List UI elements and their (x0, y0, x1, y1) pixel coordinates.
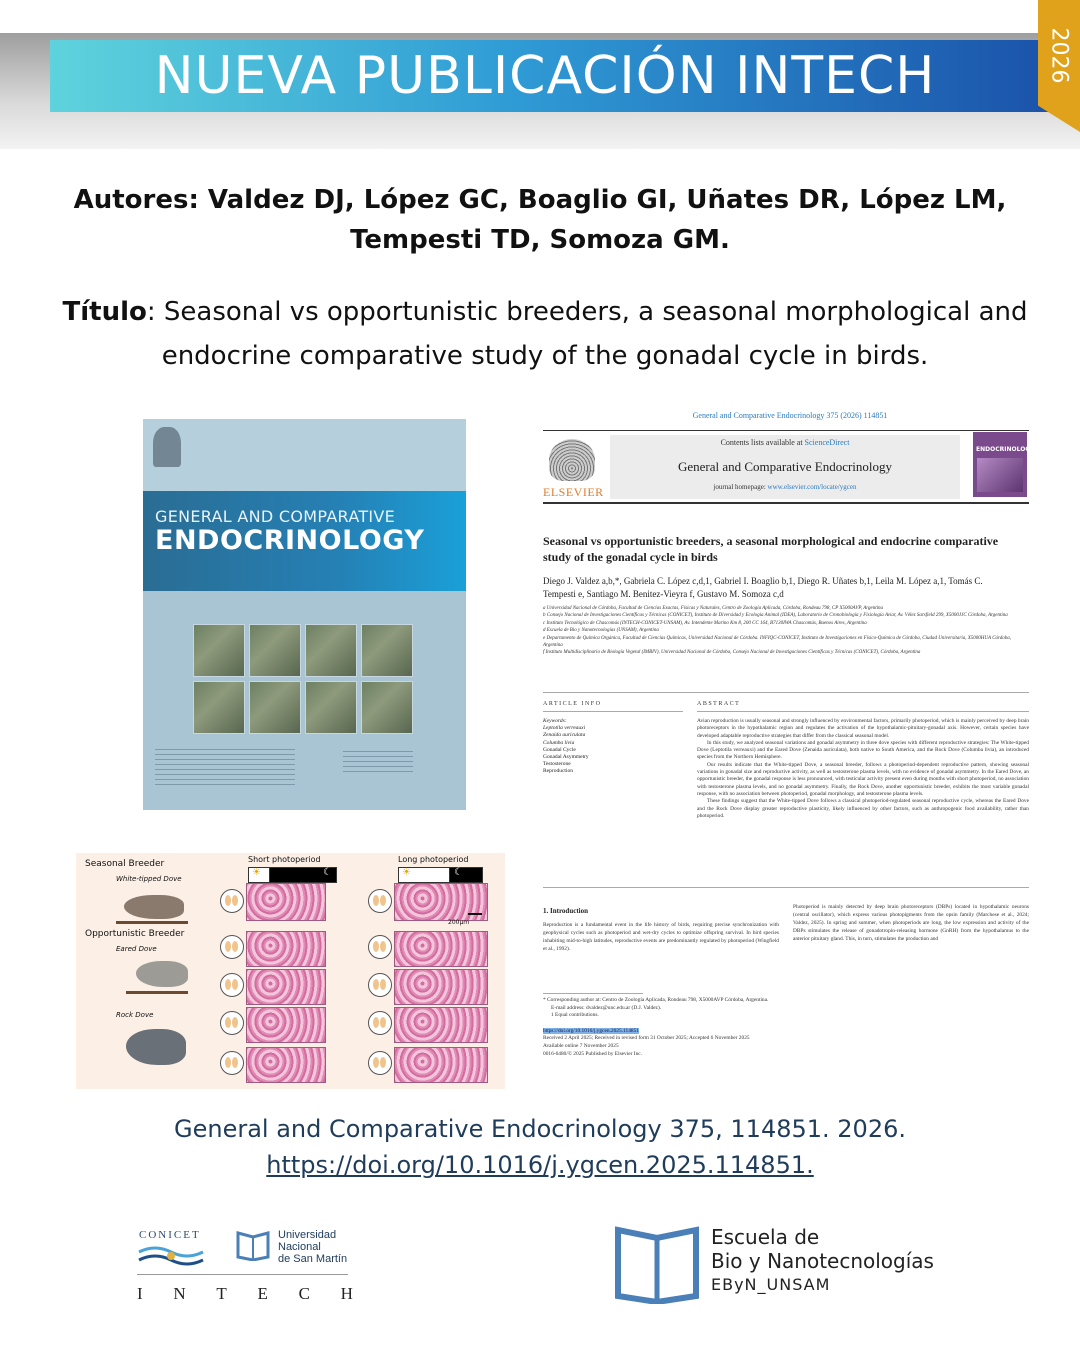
article-citation-top: General and Comparative Endocrinology 375 (2026) 114851 (692, 411, 888, 420)
ebyn-line3: EByN_UNSAM (711, 1275, 831, 1294)
cover-top (143, 419, 466, 491)
short-photoperiod-label: Short photoperiod (248, 855, 321, 864)
available-online: Available online 7 November 2025 (543, 1042, 619, 1049)
paper-title (40, 290, 1050, 378)
abstract-paragraph: Avian reproduction is usually seasonal and strongly influenced by environmental factors, primarily photoperiod, which is mainly perceived by deep brain photoreceptors in the hypothalamic region and regulates the activation of the hypothalamic-pituitary-gonadal axis. However, certain species have developed adaptable reproductive strategies that differ from the classical seasonal model. (697, 718, 1029, 739)
logo-divider (137, 1274, 348, 1275)
homepage-link[interactable]: www.elsevier.com/locate/ygcen (767, 483, 857, 491)
intech-letter: H (340, 1284, 353, 1303)
conicet-label: CONICET (139, 1229, 201, 1241)
dove-icon (136, 961, 188, 987)
rock-dove-label: Rock Dove (116, 1011, 154, 1019)
intro-left-column: Reproduction is a fundamental event in the life history of birds, requiring precise synchronization with geophysical cycles such as photoperiod and wet-dry cycles to optimize offspring survival. In bird species inhabiting mid-to-high latitudes, reproductive events are predominantly regulated by photoperiod (Wingfield et al., 1992). (543, 922, 779, 952)
affiliation: e Departamento de Química Orgánica, Facultad de Ciencias Químicas, Universidad Nacional de Córdoba. INFIQC-CONICET, Instituto de Investigaciones en Físico-Química de Córdoba, Ciudad Universitaria, X5000HUA Córdoba, Argentina (543, 635, 1012, 649)
graphical-abstract (76, 853, 505, 1089)
cover-photo (193, 681, 245, 734)
divider (543, 711, 683, 712)
affiliations (543, 605, 1013, 657)
cover-photo (305, 681, 357, 734)
ebyn-logo-icon (614, 1224, 700, 1304)
gonad-icon (220, 1011, 244, 1035)
intech-wordmark (137, 1284, 353, 1304)
histology-image (394, 1047, 488, 1083)
histology-image (394, 883, 488, 921)
doi-link[interactable]: https://doi.org/10.1016/j.ygcen.2025.114851. (266, 1151, 814, 1179)
sun-icon: ☀ (252, 867, 261, 878)
mini-journal-cover (973, 432, 1035, 497)
white-tipped-dove-label: White-tipped Dove (116, 875, 182, 883)
article-info-heading: ARTICLE INFO (543, 701, 602, 707)
moon-icon: ☾ (323, 867, 332, 878)
affiliation: f Instituto Multidisciplinario de Biología Vegetal (IMBIV), Universidad Nacional de Córdoba, Consejo Nacional de Investigaciones Científicas y Técnicas (CONICET), Córdoba, Argentina (543, 650, 921, 656)
journal-name: General and Comparative Endocrinology (677, 459, 893, 474)
divider (543, 993, 643, 994)
keyword: Zenaida auriculata (543, 732, 586, 739)
dove-icon (126, 1029, 186, 1065)
article-title: Seasonal vs opportunistic breeders, a seasonal morphological and endocrine comparative study of the gonadal cycle in birds (543, 534, 999, 564)
banner-title: NUEVA PUBLICACIÓN INTECH (154, 46, 936, 106)
cover-photo (249, 624, 301, 677)
divider (543, 502, 1029, 504)
abstract-body (697, 718, 1029, 820)
cover-photo (249, 681, 301, 734)
affiliation: b Consejo Nacional de Investigaciones Científicas y Técnicas (CONICET), Instituto de Diversidad y Ecología Animal (IDEA), Laboratorio de Cronobiología y Fisiología Aviar, Av. Vélez Sarsfield 299, X5000JJC Córdoba, Argentina (543, 613, 1008, 619)
elsevier-tree-icon (549, 439, 595, 481)
intech-letter: I (137, 1284, 143, 1303)
cover-photo-grid (193, 624, 413, 734)
gonad-icon (368, 1011, 392, 1035)
footnote: 1 Equal contributions. (551, 1012, 599, 1019)
keywords (543, 718, 673, 776)
abstract-heading: ABSTRACT (697, 701, 741, 707)
branch (116, 921, 188, 924)
sun-icon: ☀ (402, 867, 411, 878)
ebyn-line2: Bio y Nanotecnologías (711, 1249, 934, 1273)
elsevier-tree-icon (153, 427, 181, 467)
cover-photo (193, 624, 245, 677)
keyword: Leptotila verreauxi (543, 725, 586, 732)
citation-line: General and Comparative Endocrinology 375, 114851. 2026. (174, 1115, 906, 1143)
cover-title-line2: ENDOCRINOLOGY (155, 525, 425, 556)
footnotes (543, 997, 1013, 1058)
intech-letter: C (298, 1284, 310, 1303)
copyright: 0016-6480/© 2025 Published by Elsevier Inc. (543, 1050, 643, 1057)
sciencedirect-link[interactable]: ScienceDirect (804, 438, 850, 447)
article-first-page (530, 405, 1050, 1085)
scale-label: 200µm (448, 919, 470, 926)
divider (543, 887, 1029, 888)
seasonal-breeder-label: Seasonal Breeder (85, 859, 165, 869)
title-banner (50, 40, 1080, 112)
intech-letter: E (257, 1284, 268, 1303)
histology-image (246, 969, 326, 1005)
gonad-icon (220, 1051, 244, 1075)
affiliation: a Universidad Nacional de Córdoba, Facultad de Ciencias Exactas, Físicas y Naturales, Centro de Zoología Aplicada, Córdoba, Rondeau 798, CP X5000AVP, Argentina (543, 606, 884, 611)
dove-icon (124, 895, 184, 919)
scale-bar (468, 913, 482, 915)
title-label: Título (62, 297, 147, 327)
intro-right-column: Photoperiod is mainly detected by deep brain photoreceptors (DBPs) located in hypothalamic neurons (central oscillator), which express various photopigments from the opsin family (Marchese et al., 2024; Valdez, 2025). In spring and summer, when photoperiods are long, the low expression and activity of the DBPs stimulates the release of gonadotropin-releasing hormone (GnRH) from the hypothalamus to the anterior pituitary gland. This, in turn, stimulates the production and (793, 904, 1029, 942)
intro-heading: 1. Introduction (543, 907, 588, 915)
unsam-line: de San Martín (278, 1253, 348, 1265)
journal-cover (143, 419, 466, 810)
cover-photo (361, 624, 413, 677)
histology-image (246, 931, 326, 967)
eared-dove-label: Eared Dove (116, 945, 157, 953)
cover-editors-print (343, 751, 413, 775)
gonad-icon (220, 935, 244, 959)
elsevier-wordmark: ELSEVIER (543, 485, 604, 499)
keyword: Gonadal Cycle (543, 746, 576, 753)
intech-letter: T (216, 1284, 227, 1303)
journal-header-box (610, 435, 960, 499)
title-text: : Seasonal vs opportunistic breeders, a seasonal morphological and endocrine comparative study of the gonadal cycle in birds. (146, 297, 1028, 371)
received-dates: Received 2 April 2025; Received in revised form 31 October 2025; Accepted 6 November 2025 (543, 1035, 750, 1042)
abstract-paragraph: Our results indicate that the White-tipped Dove, a seasonal breeder, follows a photoperiod-dependent reproductive pattern, showing seasonal variations in gonadal size and reproductive activity, as well as testosterone plasma levels, with no evidence of gonadal asymmetry. In the Eared Dove, an opportunistic breeder, the gonadal response is less pronounced, with testicular activity present even during months with short photoperiod, no association with testosterone plasma levels, and no gonadal asymmetry. Finally, the Rock Dove, another opportunistic breeder, exhibits the most variable gonadal response, with no association between photoperiod, gonadal morphology, and testosterone plasma levels. (697, 761, 1029, 797)
histology-image (246, 1047, 326, 1083)
histology-image (246, 883, 326, 921)
homepage-line (610, 483, 960, 491)
histology-image (246, 1007, 326, 1043)
cover-photo (361, 681, 413, 734)
moon-icon: ☾ (454, 867, 463, 878)
authors-line: Autores: Valdez DJ, López GC, Boaglio GI, Uñates DR, López LM, Tempesti TD, Somoza GM. (73, 185, 1007, 255)
homepage-prefix: journal homepage: (713, 483, 768, 491)
cover-title-line1: GENERAL AND COMPARATIVE (155, 507, 396, 526)
cover-fine-print (155, 749, 295, 789)
gonad-icon (220, 889, 244, 913)
unsam-logo-icon (236, 1229, 270, 1261)
divider (543, 692, 1029, 693)
long-photoperiod-label: Long photoperiod (398, 855, 469, 864)
citation-block (40, 1111, 1040, 1183)
unsam-line: Nacional (278, 1241, 321, 1253)
keyword: Gonadal Asymmetry (543, 754, 589, 761)
keyword: Testosterone (543, 761, 571, 768)
divider (543, 430, 1029, 431)
gonad-icon (368, 889, 392, 913)
mini-cover-title: ENDOCRINOLOGY (976, 446, 1035, 453)
mini-cover-image (977, 458, 1023, 492)
gonad-icon (368, 935, 392, 959)
branch (126, 991, 188, 994)
article-doi-link[interactable]: https://doi.org/10.1016/j.ygcen.2025.114851 (543, 1027, 639, 1034)
histology-image (394, 931, 488, 967)
affiliation: d Escuela de Bio y Nanotecnologías (UNSAM), Argentina (543, 628, 659, 634)
year-label-wrap (1040, 10, 1078, 100)
abstract-paragraph: These findings suggest that the White-tipped Dove follows a classical photoperiod-regulated seasonal reproductive cycle, whereas the Eared Dove and the Rock Dove display greater reproductive plasticity, likely influenced by other factors, such as anthropogenic food availability, rather than photoperiod. (697, 798, 1029, 819)
contents-prefix: Contents lists available at (720, 438, 805, 447)
histology-image (394, 1007, 488, 1043)
keyword: Columba livia (543, 739, 575, 746)
histology-image (394, 969, 488, 1005)
opportunistic-breeder-label: Opportunistic Breeder (85, 929, 185, 939)
gonad-icon (220, 973, 244, 997)
year-label: 2026 (1046, 27, 1072, 83)
footnote: E-mail address: dvaldez@unc.edu.ar (D.J. Valdez). (551, 1004, 662, 1011)
gonad-icon (368, 973, 392, 997)
elsevier-logo (543, 439, 604, 499)
conicet-logo-icon (137, 1244, 207, 1266)
affiliation: c Instituto Tecnológico de Chascomús (INTECH-CONICET-UNSAM), Av. Intendente Marino Km 8, 200 CC 164, B7130IWA Chascomús, Buenos Aires, Argentina (543, 620, 867, 626)
contents-line (610, 438, 960, 447)
gonad-icon (368, 1051, 392, 1075)
unsam-name (278, 1229, 347, 1265)
article-authors: Diego J. Valdez a,b,*, Gabriela C. López c,d,1, Gabriel I. Boaglio b,1, Diego R. Uñates b,1, Leila M. López a,1, Tomás C. Tempesti e, Santiago M. Benitez-Vieyra f, Gustavo M. Somoza c,d (543, 576, 983, 599)
ebyn-line1: Escuela de (711, 1225, 820, 1249)
keyword: Reproduction (543, 768, 573, 775)
unsam-line: Universidad (278, 1229, 337, 1241)
cover-photo (305, 624, 357, 677)
abstract-paragraph: In this study, we analyzed seasonal variations and gonadal asymmetry in three dove species with different reproductive strategies: The White-tipped Dove (Leptotila verreauxi) and the Eared Dove (Zenaida auriculata), both native to South America, and the Rock Dove (Columba livia), an introduced species from the Northern Hemisphere. (697, 739, 1029, 761)
intech-letter: N (173, 1284, 186, 1303)
keywords-label: Keywords: (543, 718, 567, 724)
divider (697, 711, 1029, 712)
footnote: * Corresponding author at: Centro de Zoología Aplicada, Rondeau 798, X5000AVP Córdoba, Argentina. (543, 997, 769, 1003)
